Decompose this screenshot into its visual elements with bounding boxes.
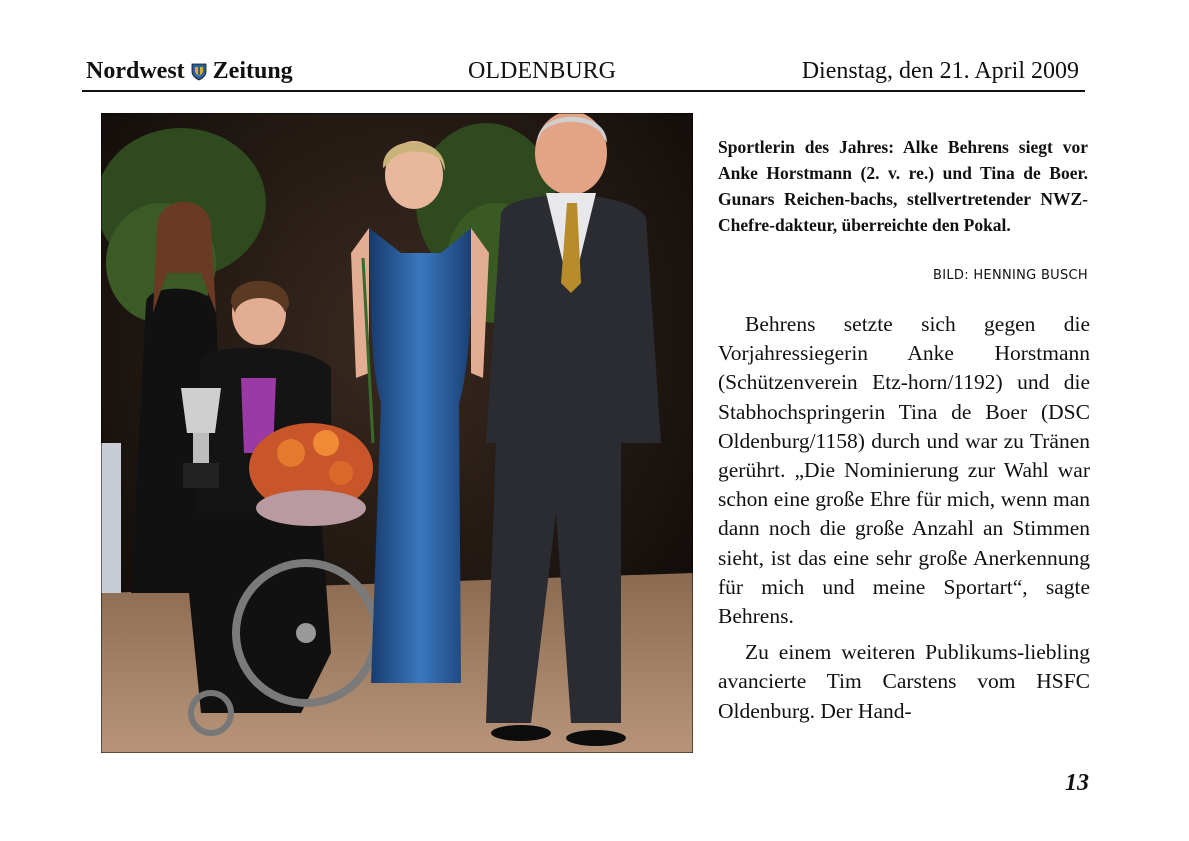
logo-word-left: Nordwest [86,58,185,84]
article-body [718,310,1090,733]
crest-icon [191,63,207,81]
article-paragraph: Behrens setzte sich gegen die Vorjahressiegerin Anke Horstmann (Schützenverein Etz-horn/1192) und die Stabhochspringerin Tina de Boer (DSC Oldenburg/1158) durch und war zu Tränen gerührt. „Die Nominierung zur Wahl war schon eine große Ehre für mich, wenn man dann noch die große Anzahl an Stimmen sieht, ist das eine sehr große Anerkennung für mich und meine Sportart“, sagte Behrens. [718,312,1090,629]
issue-date: Dienstag, den 21. April 2009 [801,58,1079,84]
newspaper-logo [86,58,293,85]
masthead [82,56,1085,92]
award-photo [101,113,693,753]
article-paragraph: Zu einem weiteren Publikums-liebling avancierte Tim Carstens vom HSFC Oldenburg. Der Hand- [718,640,1090,723]
section-name: OLDENBURG [468,58,616,84]
photo-caption: Sportlerin des Jahres: Alke Behrens siegt vor Anke Horstmann (2. v. re.) und Tina de Boer. Gunars Reichen-bachs, stellvertretender NWZ-Chefre-dakteur, überreichte den Pokal. [718,137,1088,235]
logo-word-right: Zeitung [212,58,293,84]
photo-credit: BILD: HENNING BUSCH [933,268,1088,283]
award-ceremony-photo-icon [101,113,693,753]
page-number: 13 [1065,770,1089,796]
